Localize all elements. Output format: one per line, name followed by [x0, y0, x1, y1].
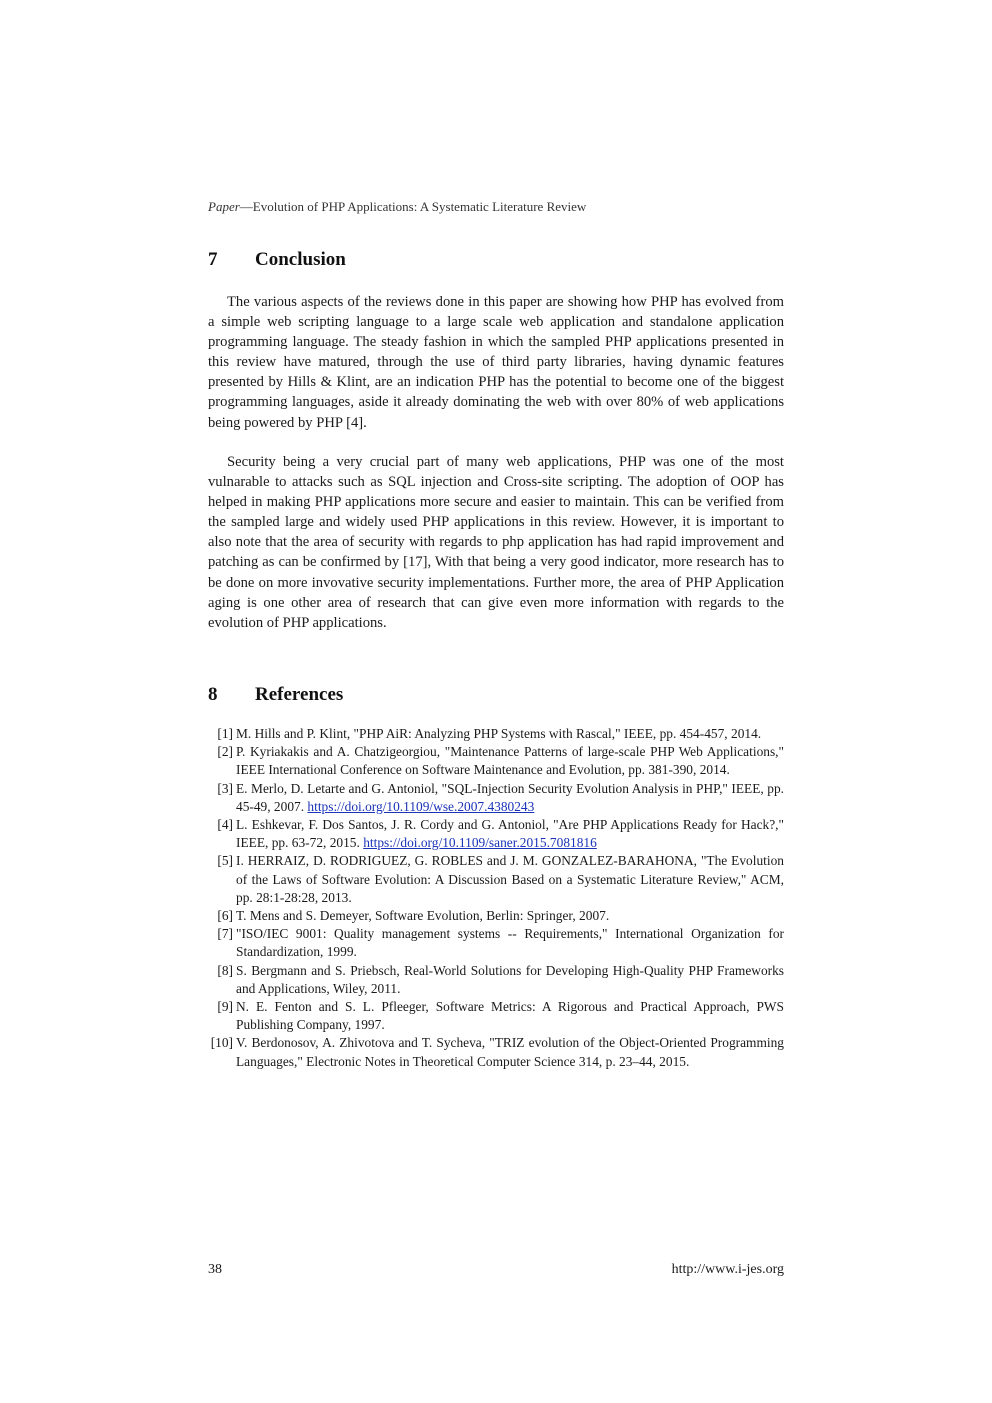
running-header	[208, 199, 586, 215]
conclusion-paragraph-2	[208, 452, 784, 633]
reference-item	[200, 1034, 784, 1070]
reference-number: [8]	[217, 962, 233, 978]
reference-list	[200, 725, 784, 1071]
paragraph-text: Security being a very crucial part of many web applications, PHP was one of the most vulnarable to attacks such as SQL injection and Cross-site scripting. The adoption of OOP has helped in making PHP applications more secure and easier to maintain. This can be verified from the sampled large and widely used PHP applications in this review. However, it is important to also note that the area of security with regards to php application has had rapid improvement and patching as can be confirmed by [17], With that being a very good indicator, more research has to be done on more invovative security implementations. Further more, the area of PHP Application aging is one other area of research that can give even more information with regards to the evolution of PHP applications.	[208, 454, 784, 631]
reference-number: [6]	[217, 908, 233, 924]
section-number: 7	[208, 249, 218, 270]
reference-item	[200, 907, 784, 925]
reference-item	[200, 962, 784, 998]
reference-number: [9]	[217, 999, 233, 1015]
section-title: References	[255, 684, 344, 705]
reference-text: P. Kyriakakis and A. Chatzigeorgiou, "Maintenance Patterns of large-scale PHP Web Applications," IEEE International Conference on Software Maintenance and Evolution, pp. 381-390, 2014.	[236, 744, 784, 778]
reference-text: "ISO/IEC 9001: Quality management systems -- Requirements," International Organization for Standardization, 1999.	[236, 926, 784, 960]
section-heading-conclusion	[208, 249, 346, 271]
reference-number: [3]	[217, 780, 233, 796]
section-number: 8	[208, 684, 218, 705]
reference-item	[200, 780, 784, 816]
reference-text: I. HERRAIZ, D. RODRIGUEZ, G. ROBLES and J. M. GONZALEZ-BARAHONA, "The Evolution of the Laws of Software Evolution: A Discussion Based on a Systematic Literature Review," ACM, pp. 28:1-28:28, 2013.	[236, 853, 784, 905]
reference-number: [10]	[210, 1035, 233, 1051]
reference-number: [4]	[217, 817, 233, 833]
reference-text: E. Merlo, D. Letarte and G. Antoniol, "SQL-Injection Security Evolution Analysis in PHP," IEEE, pp. 45-49, 2007.	[236, 780, 784, 814]
reference-text: T. Mens and S. Demeyer, Software Evolution, Berlin: Springer, 2007.	[236, 908, 610, 924]
running-title: —Evolution of PHP Applications: A Systematic Literature Review	[239, 199, 587, 214]
paragraph-text: The various aspects of the reviews done in this paper are showing how PHP has evolved from a simple web scripting language to a large scale web application and standalone application programming language. The steady fashion in which the sampled PHP applications presented in this review have matured, through the use of third party libraries, having dynamic features presented by Hills & Klint, are an indication PHP has the potential to become one of the biggest programming languages, aside it already dominating the web with over 80% of web applications being powered by PHP [4].	[208, 294, 784, 431]
reference-number: [2]	[217, 744, 233, 760]
reference-item	[200, 925, 784, 961]
reference-item	[200, 743, 784, 779]
reference-item	[200, 852, 784, 907]
reference-item	[200, 998, 784, 1034]
reference-text: L. Eshkevar, F. Dos Santos, J. R. Cordy and G. Antoniol, "Are PHP Applications Ready for Hack?," IEEE, pp. 63-72, 2015.	[236, 817, 784, 851]
doi-link[interactable]: https://doi.org/10.1109/wse.2007.4380243	[307, 798, 535, 814]
reference-text: V. Berdonosov, A. Zhivotova and T. Sycheva, "TRIZ evolution of the Object-Oriented Programming Languages," Electronic Notes in Theoretical Computer Science 314, p. 23–44, 2015.	[236, 1035, 784, 1069]
footer-url: http://www.i-jes.org	[671, 1262, 784, 1277]
section-heading-references	[208, 684, 343, 706]
reference-number: [1]	[217, 726, 233, 741]
paper-label: Paper	[208, 199, 240, 214]
reference-number: [7]	[217, 926, 233, 942]
reference-item	[200, 725, 784, 743]
page-number: 38	[208, 1262, 222, 1277]
reference-number: [5]	[217, 853, 233, 869]
reference-text: N. E. Fenton and S. L. Pfleeger, Software Metrics: A Rigorous and Practical Approach, PWS Publishing Company, 1997.	[236, 999, 784, 1033]
section-title: Conclusion	[255, 249, 346, 270]
doi-link[interactable]: https://doi.org/10.1109/saner.2015.7081816	[363, 835, 597, 851]
reference-text: S. Bergmann and S. Priebsch, Real-World Solutions for Developing High-Quality PHP Frameworks and Applications, Wiley, 2011.	[236, 962, 784, 996]
conclusion-paragraph-1	[208, 292, 784, 433]
reference-text: M. Hills and P. Klint, "PHP AiR: Analyzing PHP Systems with Rascal," IEEE, pp. 454-457, 2014.	[236, 726, 762, 741]
reference-item	[200, 816, 784, 852]
